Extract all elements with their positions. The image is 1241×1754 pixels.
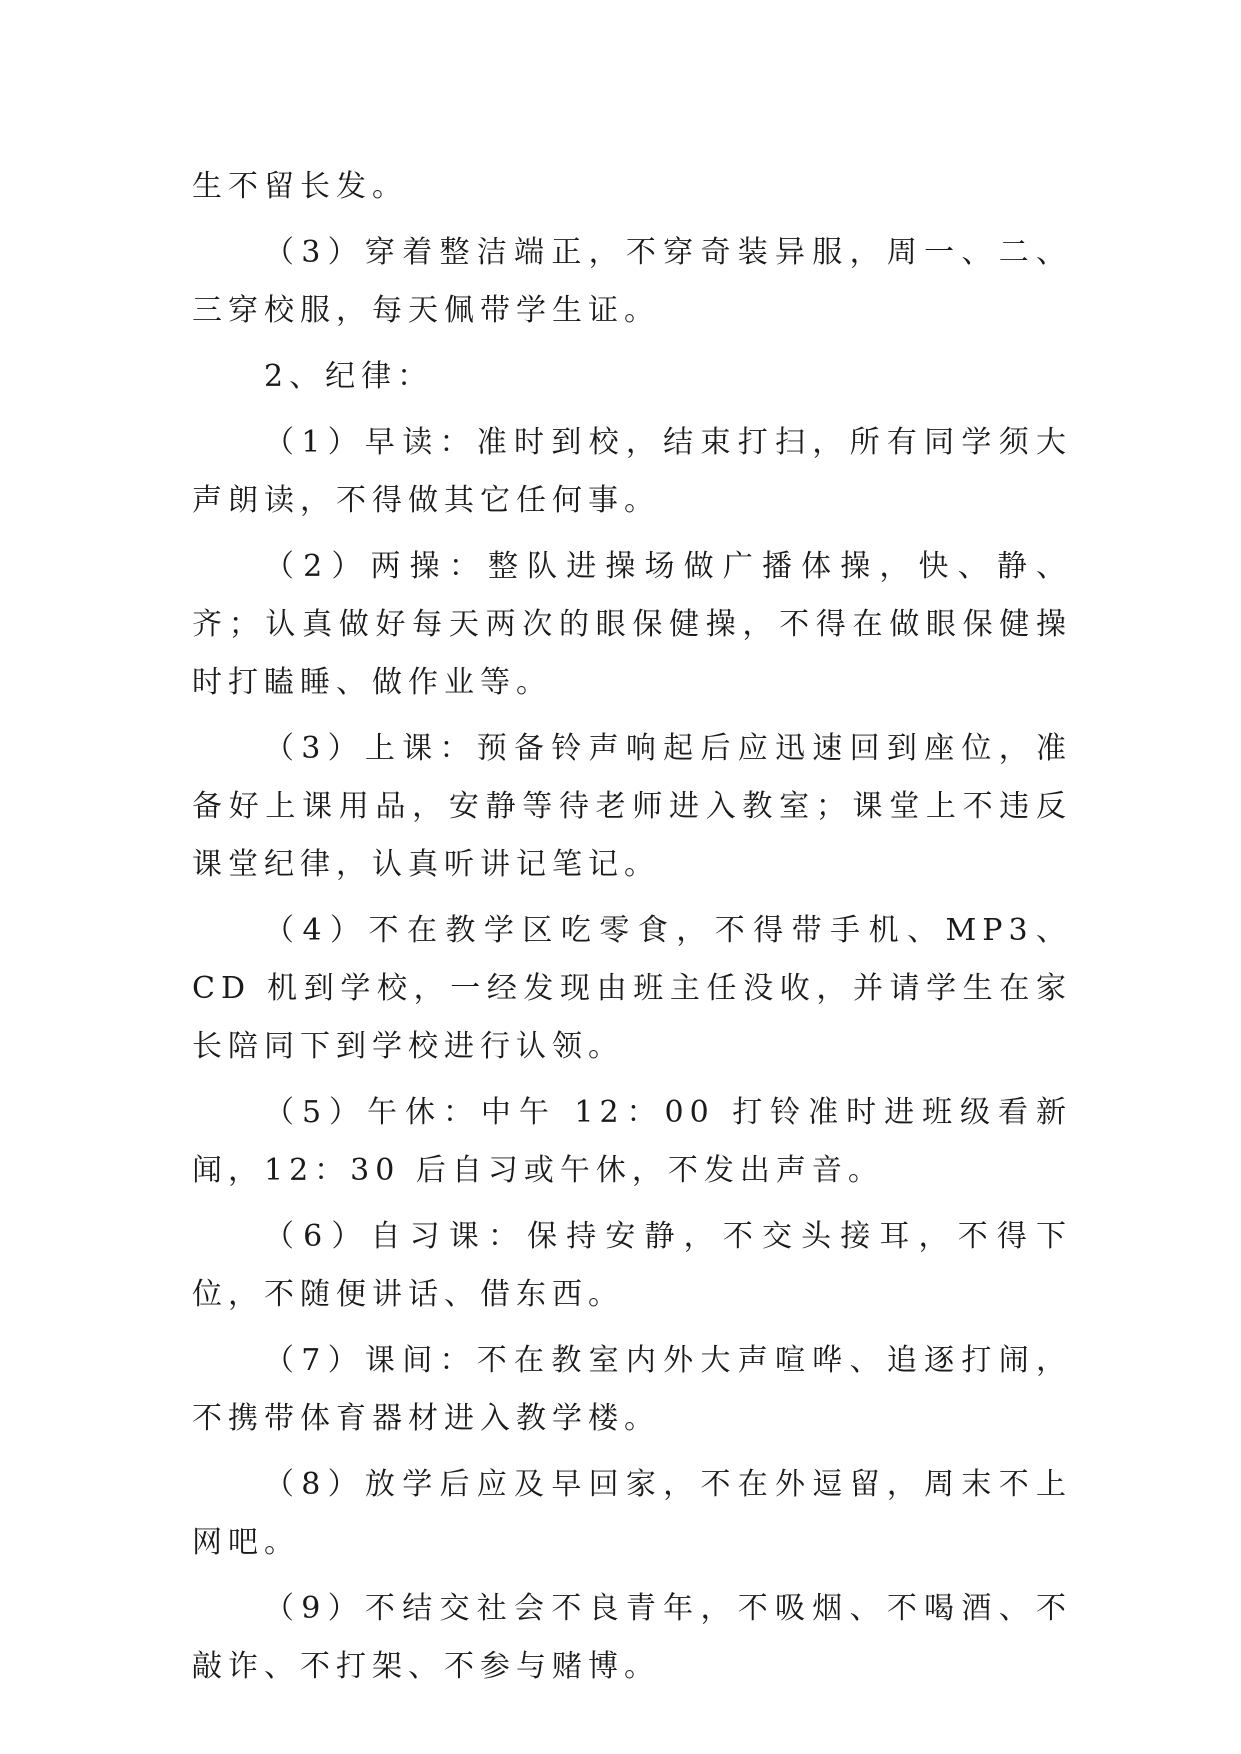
paragraph-continuation: 生不留长发。 [192,169,408,204]
paragraph-item-8-after-school: （8）放学后应及早回家，不在外逗留，周末不上网吧。 [192,1467,1072,1560]
paragraph-item-1-morning-reading: （1）早读：准时到校，结束打扫，所有同学须大声朗读，不得做其它任何事。 [192,425,1072,518]
paragraph-item-6-self-study: （6）自习课：保持安静，不交头接耳，不得下位，不随便讲话、借东西。 [192,1219,1072,1312]
paragraph-item-9-conduct: （9）不结交社会不良青年，不吸烟、不喝酒、不敲诈、不打架、不参与赌博。 [192,1591,1072,1684]
paragraph-item-2-exercises: （2）两操：整队进操场做广播体操，快、静、齐；认真做好每天两次的眼保健操，不得在做眼保健操时打瞌睡、做作业等。 [192,549,1072,700]
paragraph-item-3-class: （3）上课：预备铃声响起后应迅速回到座位，准备好上课用品，安静等待老师进入教室；课堂上不违反课堂纪律，认真听讲记笔记。 [192,731,1072,882]
paragraph-item-7-recess: （7）课间：不在教室内外大声喧哗、追逐打闹，不携带体育器材进入教学楼。 [192,1343,1072,1436]
document-body [192,158,1072,1704]
section-heading-discipline: 2、纪律： [264,359,434,394]
paragraph-item-4-snacks-devices: （4）不在教学区吃零食，不得带手机、MP3、CD 机到学校，一经发现由班主任没收，并请学生在家长陪同下到学校进行认领。 [192,913,1072,1064]
paragraph-item-3-dress: （3）穿着整洁端正，不穿奇装异服，周一、二、三穿校服，每天佩带学生证。 [192,235,1072,328]
paragraph-item-5-noon-break: （5）午休：中午 12：00 打铃准时进班级看新闻，12：30 后自习或午休，不发出声音。 [192,1095,1072,1188]
